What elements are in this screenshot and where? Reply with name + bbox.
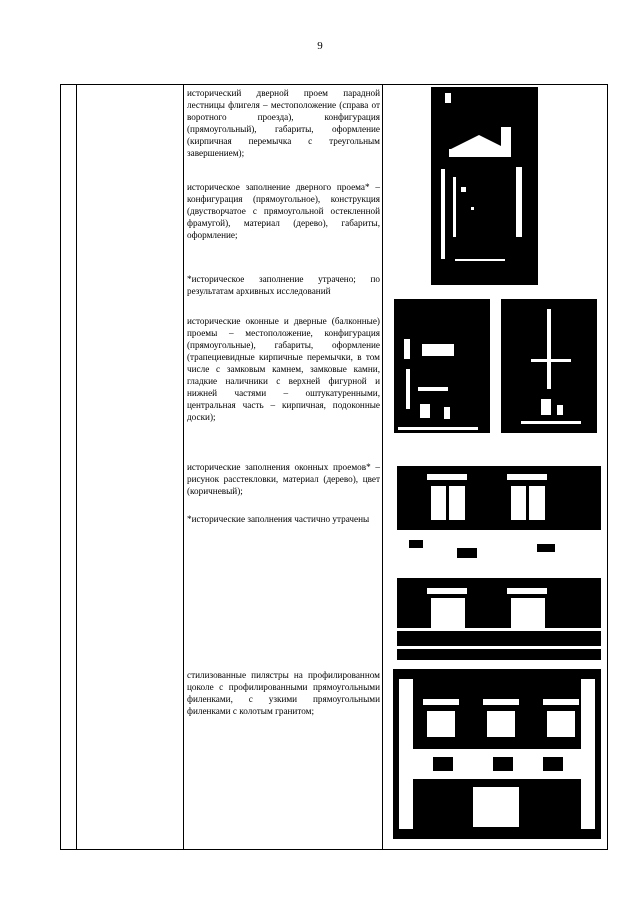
door-photo: [431, 87, 538, 285]
row-text-window-note: *исторические заполнения частично утрачены: [187, 514, 370, 524]
facade-windows-photo: [397, 458, 601, 660]
column-divider: [382, 85, 383, 849]
row-text-door-filling: историческое заполнение дверного проема* – конфигурация (прямоугольное), конструкция (двустворчатое с прямоугольной остекленной фрамугой), материал (дерево), габариты, оформление;: [187, 182, 380, 240]
row-text-pilasters: стилизованные пилястры на профилированном цоколе с профилированными прямоугольными филенками, с узкими прямоугольными филенками с колотым гранитом;: [187, 670, 380, 716]
page-number: 9: [317, 40, 323, 52]
column-divider: [76, 85, 77, 849]
row-text-window-fillings: исторические заполнения оконных проемов* – рисунок расстекловки, материал (дерево), цвет (коричневый);: [187, 462, 380, 496]
column-divider: [183, 85, 184, 849]
row-text-door-opening: исторический дверной проем парадной лестницы флигеля – местоположение (справа от воротного проезда), конфигурация (прямоугольный), габариты, оформление (кирпичная перемычка с треугольным завершением);: [187, 88, 380, 158]
row-text-door-note: *историческое заполнение утрачено; по результатам архивных исследований: [187, 274, 380, 296]
row-text-window-openings: исторические оконные и дверные (балконные) проемы – местоположение, конфигурация (прямоугольные), габариты, оформление (трапециевидные кирпичные перемычки, в том числе с замковым камнем, замковые камни, гладкие наличники с верхней фигурной и нижней частями – оштукатуренными, центральная часть – кирпичная, подоконные доски);: [187, 316, 380, 422]
window-photo-left: [394, 299, 490, 433]
description-table: [60, 84, 608, 850]
pilasters-photo: [393, 669, 601, 839]
window-photo-right: [501, 299, 597, 433]
